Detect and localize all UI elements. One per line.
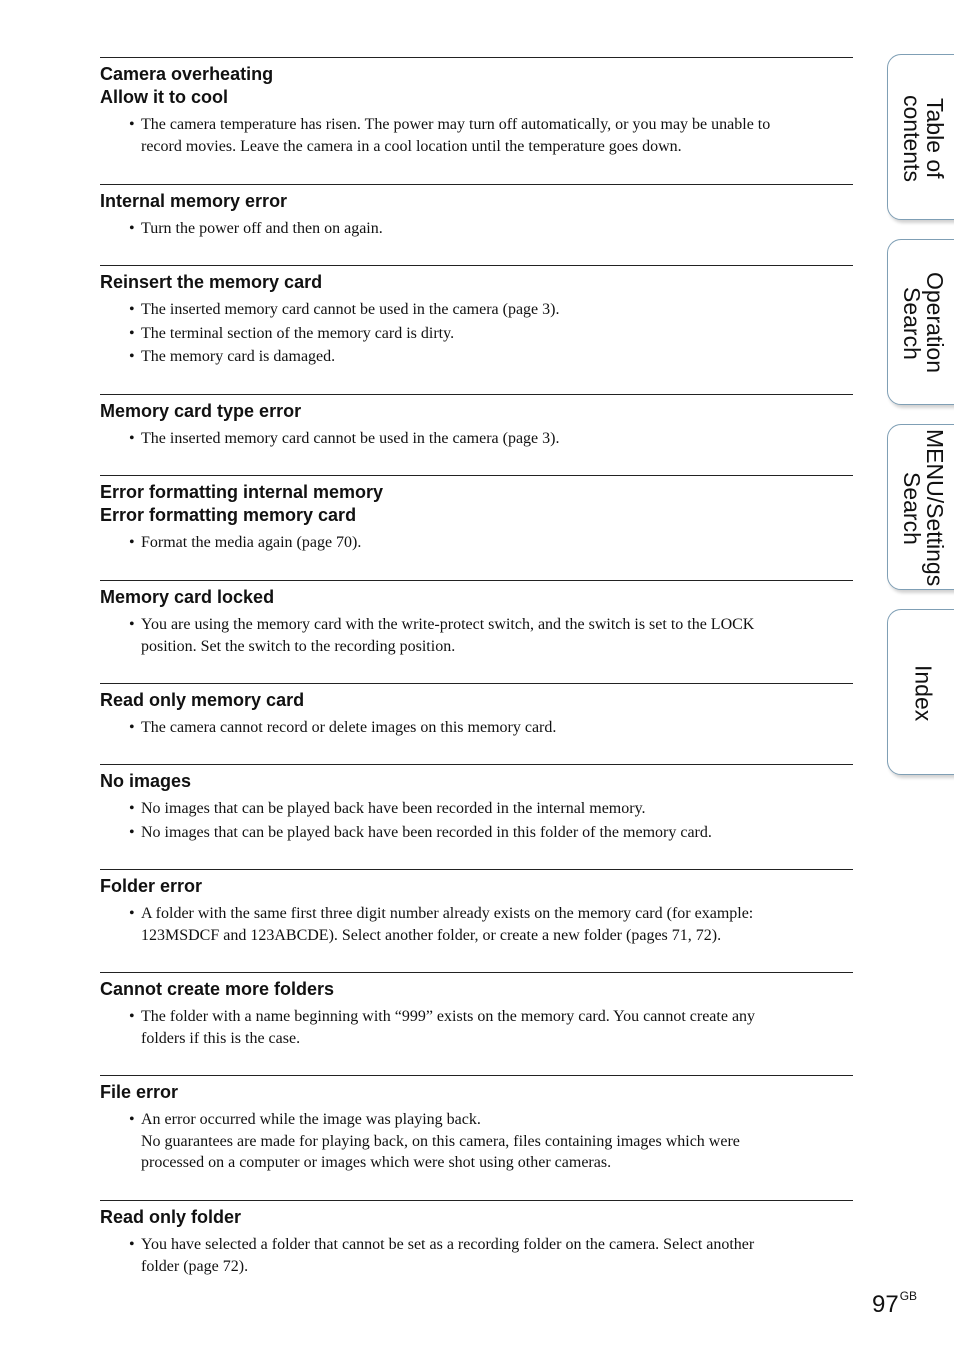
message-section xyxy=(100,475,853,556)
bullet-item: • No images that can be played back have been recorded in the internal memory. xyxy=(100,798,853,820)
message-title: Camera overheating Allow it to cool xyxy=(100,64,274,107)
bullet-list xyxy=(100,1234,853,1277)
bullet-list xyxy=(100,1006,853,1049)
bullet-item: • The camera cannot record or delete images on this memory card. xyxy=(100,717,853,739)
message-title: Memory card type error xyxy=(100,401,302,421)
tab-menu-settings-search[interactable]: MENU/Settings Search xyxy=(887,424,954,590)
message-section xyxy=(100,57,853,159)
message-section xyxy=(100,869,853,948)
bullet-item: • The terminal section of the memory card is dirty. xyxy=(100,323,853,345)
message-section xyxy=(100,1075,853,1176)
message-title: No images xyxy=(100,771,192,791)
bullet-list xyxy=(100,428,853,450)
bullet-item: • No images that can be played back have been recorded in this folder of the memory card. xyxy=(100,822,853,844)
bullet-item: • The memory card is damaged. xyxy=(100,346,853,368)
message-section xyxy=(100,394,853,452)
bullet-list xyxy=(100,218,853,240)
bullet-list xyxy=(100,299,853,368)
tab-index[interactable]: Index xyxy=(887,609,954,775)
message-title: Reinsert the memory card xyxy=(100,272,323,292)
tab-table-of-contents[interactable]: Table of contents xyxy=(887,54,954,220)
page-suffix: GB xyxy=(899,1289,918,1303)
bullet-item: • The inserted memory card cannot be used in the camera (page 3). xyxy=(100,299,853,321)
message-title: Folder error xyxy=(100,876,203,896)
message-title: Memory card locked xyxy=(100,587,275,607)
message-section xyxy=(100,764,853,845)
message-section xyxy=(100,184,853,242)
bullet-list xyxy=(100,532,853,554)
message-title: Cannot create more folders xyxy=(100,979,335,999)
bullet-item: • Turn the power off and then on again. xyxy=(100,218,853,240)
message-section xyxy=(100,683,853,741)
message-title: File error xyxy=(100,1082,179,1102)
bullet-list xyxy=(100,1109,853,1174)
bullet-list xyxy=(100,717,853,739)
bullet-item: • An error occurred while the image was playing back. No guarantees are made for playing back, on this camera, files containing images which were processed on a computer or images which were shot using other cameras. xyxy=(100,1109,853,1174)
message-section xyxy=(100,1200,853,1279)
page-number: $97^{GB}$ xyxy=(872,1289,918,1318)
bullet-list xyxy=(100,903,853,946)
bullet-item: • Format the media again (page 70). xyxy=(100,532,853,554)
message-section xyxy=(100,265,853,370)
message-section xyxy=(100,580,853,659)
bullet-item: • The camera temperature has risen. The power may turn off automatically, or you may be unable to record movies. Leave the camera in a cool location until the temperature goes down. xyxy=(100,114,853,157)
bullet-list xyxy=(100,614,853,657)
message-title: Error formatting internal memory Error formatting memory card xyxy=(100,482,384,525)
bullet-list xyxy=(100,114,853,157)
bullet-item: • The inserted memory card cannot be used in the camera (page 3). xyxy=(100,428,853,450)
message-title: Read only memory card xyxy=(100,690,305,710)
bullet-item: • You have selected a folder that cannot be set as a recording folder on the camera. Select another folder (page 72). xyxy=(100,1234,853,1277)
bullet-list xyxy=(100,798,853,843)
bullet-item: • You are using the memory card with the write-protect switch, and the switch is set to the LOCK position. Set the switch to the recording position. xyxy=(100,614,853,657)
message-title: Internal memory error xyxy=(100,191,288,211)
tab-operation-search[interactable]: Operation Search xyxy=(887,239,954,405)
bullet-item: • A folder with the same first three digit number already exists on the memory card (for example: 123MSDCF and 123ABCDE). Select another folder, or create a new folder (pages 71, 72). xyxy=(100,903,853,946)
bullet-item: • The folder with a name beginning with “999” exists on the memory card. You cannot create any folders if this is the case. xyxy=(100,1006,853,1049)
message-title: Read only folder xyxy=(100,1207,242,1227)
message-section xyxy=(100,972,853,1051)
